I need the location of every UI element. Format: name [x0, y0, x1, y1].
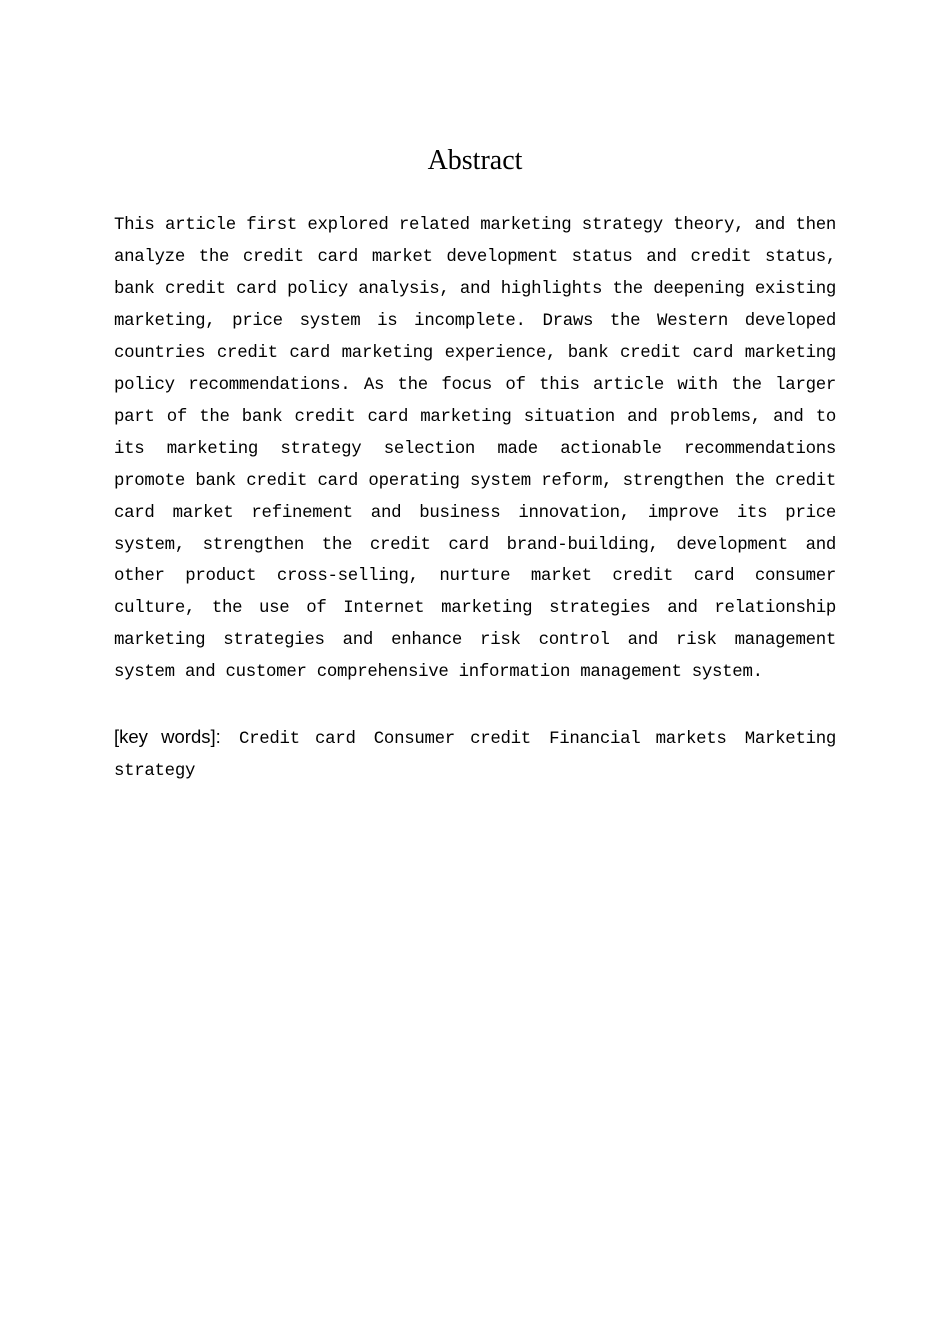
keyword: Consumer credit [373, 730, 531, 750]
document-page [114, 140, 836, 788]
keyword: Credit card [239, 730, 356, 750]
keywords-line [114, 721, 836, 788]
abstract-body: This article first explored related marketing strategy theory, and then analyze the credit card market development status and credit status, bank credit card policy analysis, and highlights the deepening existing marketing, price system is incomplete. Draws the Western developed countries credit card marketing experience, bank credit card marketing policy recommendations. As the focus of this article with the larger part of the bank credit card marketing situation and problems, and to its marketing strategy selection made actionable recommendations promote bank credit card operating system reform, strengthen the credit card market refinement and business innovation, improve its price system, strengthen the credit card brand-building, development and other product cross-selling, nurture market credit card consumer culture, the use of Internet marketing strategies and relationship marketing strategies and enhance risk control and risk management system and customer comprehensive information management system. [114, 216, 836, 683]
keyword: Financial markets [549, 730, 727, 750]
keyword: Marketing strategy [114, 730, 836, 782]
abstract-title: Abstract [427, 145, 523, 176]
keywords-label: [key words]: [114, 726, 221, 748]
